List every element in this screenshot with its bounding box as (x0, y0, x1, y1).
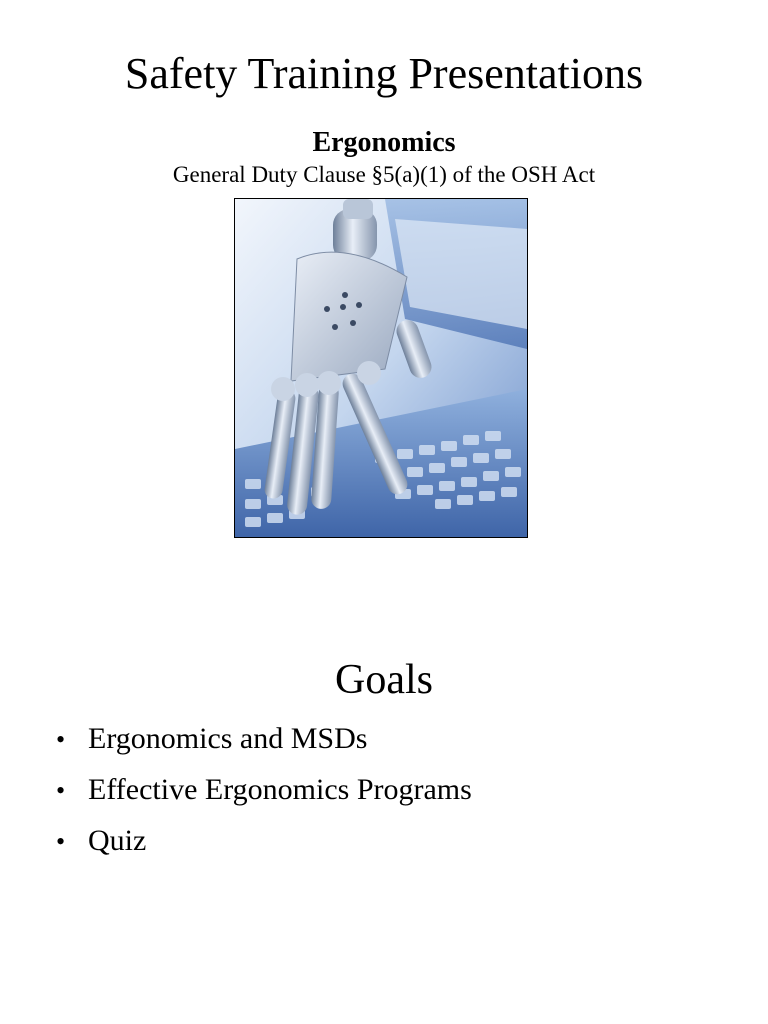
clause-reference: General Duty Clause §5(a)(1) of the OSH Act (172, 162, 596, 187)
goals-list (56, 722, 472, 875)
slide-goals (0, 620, 768, 1024)
list-item (56, 773, 472, 824)
bullet-icon: • (56, 725, 66, 754)
goals-title: Goals (335, 657, 433, 703)
robot-hand-icon (235, 199, 527, 537)
presentation-title: Safety Training Presentations (124, 49, 644, 98)
list-item (56, 722, 472, 773)
goal-text: Quiz (88, 824, 147, 857)
goal-text: Effective Ergonomics Programs (88, 773, 472, 806)
list-item (56, 824, 472, 875)
robot-hand-keyboard-image (234, 198, 528, 538)
goal-text: Ergonomics and MSDs (88, 722, 368, 755)
topic-subtitle: Ergonomics (312, 127, 456, 158)
bullet-icon: • (56, 827, 66, 856)
bullet-icon: • (56, 776, 66, 805)
